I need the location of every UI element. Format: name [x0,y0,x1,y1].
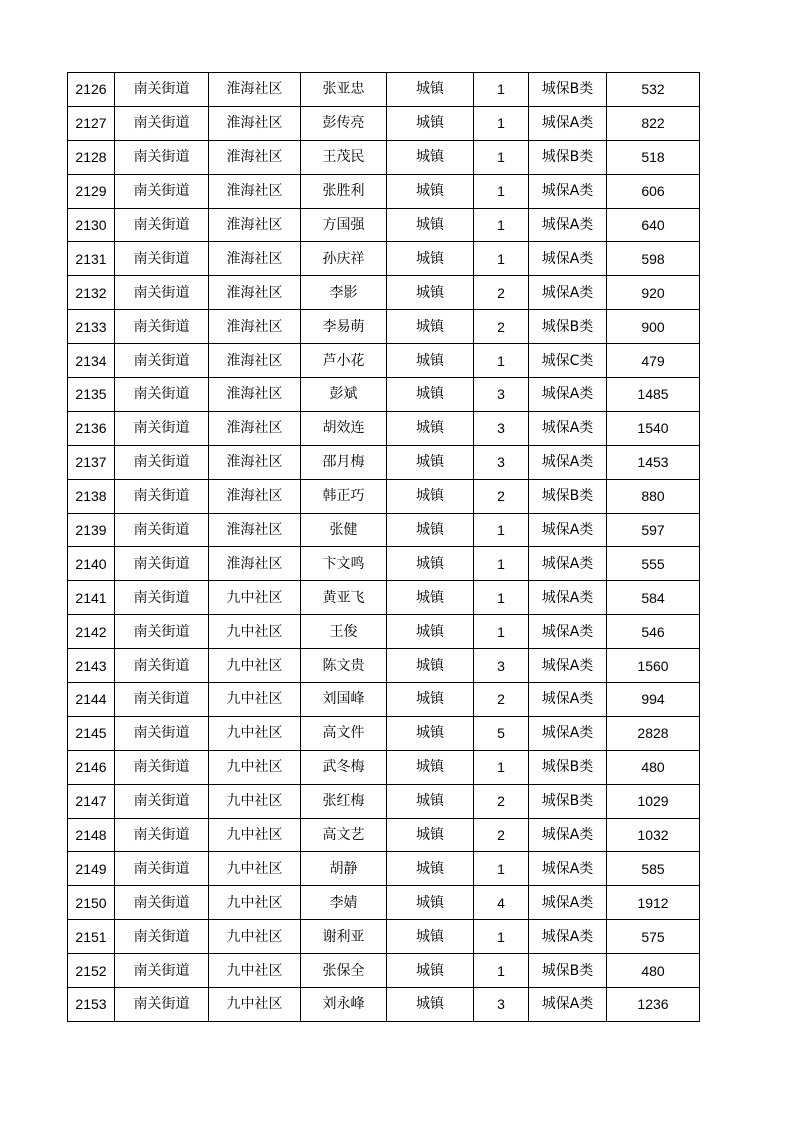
amount-cell: 518 [607,140,700,174]
household-size-cell: 4 [474,886,529,920]
street-cell: 南关街道 [115,683,209,717]
household-type-cell: 城镇 [387,479,474,513]
name-cell: 高文件 [301,716,387,750]
row-number-cell: 2126 [68,73,115,107]
name-cell: 孙庆祥 [301,242,387,276]
community-cell: 淮海社区 [209,513,301,547]
table-row [68,615,700,649]
roster-table [67,72,700,1022]
table-row [68,73,700,107]
table-row [68,140,700,174]
street-cell: 南关街道 [115,920,209,954]
table-row [68,513,700,547]
community-cell: 九中社区 [209,886,301,920]
community-cell: 淮海社区 [209,479,301,513]
household-type-cell: 城镇 [387,750,474,784]
street-cell: 南关街道 [115,988,209,1022]
community-cell: 九中社区 [209,581,301,615]
household-size-cell: 1 [474,954,529,988]
community-cell: 九中社区 [209,649,301,683]
table-row [68,920,700,954]
household-type-cell: 城镇 [387,208,474,242]
row-number-cell: 2150 [68,886,115,920]
row-number-cell: 2146 [68,750,115,784]
household-type-cell: 城镇 [387,615,474,649]
amount-cell: 2828 [607,716,700,750]
insurance-category-cell: 城保B类 [529,784,607,818]
insurance-category-cell: 城保A类 [529,716,607,750]
table-row [68,886,700,920]
street-cell: 南关街道 [115,276,209,310]
household-type-cell: 城镇 [387,547,474,581]
table-row [68,445,700,479]
amount-cell: 900 [607,310,700,344]
insurance-category-cell: 城保B类 [529,73,607,107]
household-size-cell: 2 [474,784,529,818]
name-cell: 芦小花 [301,344,387,378]
insurance-category-cell: 城保A类 [529,615,607,649]
name-cell: 胡效连 [301,411,387,445]
insurance-category-cell: 城保A类 [529,920,607,954]
household-type-cell: 城镇 [387,716,474,750]
street-cell: 南关街道 [115,310,209,344]
community-cell: 淮海社区 [209,73,301,107]
household-type-cell: 城镇 [387,852,474,886]
amount-cell: 1540 [607,411,700,445]
table-row [68,852,700,886]
table-row [68,174,700,208]
community-cell: 九中社区 [209,615,301,649]
community-cell: 淮海社区 [209,242,301,276]
community-cell: 九中社区 [209,818,301,852]
name-cell: 邵月梅 [301,445,387,479]
household-size-cell: 3 [474,649,529,683]
table-row [68,310,700,344]
row-number-cell: 2143 [68,649,115,683]
row-number-cell: 2145 [68,716,115,750]
street-cell: 南关街道 [115,649,209,683]
row-number-cell: 2128 [68,140,115,174]
row-number-cell: 2137 [68,445,115,479]
amount-cell: 606 [607,174,700,208]
insurance-category-cell: 城保B类 [529,750,607,784]
insurance-category-cell: 城保C类 [529,344,607,378]
amount-cell: 585 [607,852,700,886]
row-number-cell: 2132 [68,276,115,310]
table-row [68,649,700,683]
household-size-cell: 1 [474,920,529,954]
amount-cell: 880 [607,479,700,513]
row-number-cell: 2133 [68,310,115,344]
household-type-cell: 城镇 [387,411,474,445]
name-cell: 王茂民 [301,140,387,174]
insurance-category-cell: 城保A类 [529,411,607,445]
table-row [68,750,700,784]
row-number-cell: 2152 [68,954,115,988]
community-cell: 淮海社区 [209,378,301,412]
row-number-cell: 2148 [68,818,115,852]
name-cell: 韩正巧 [301,479,387,513]
community-cell: 淮海社区 [209,140,301,174]
household-size-cell: 1 [474,581,529,615]
row-number-cell: 2141 [68,581,115,615]
household-type-cell: 城镇 [387,954,474,988]
household-type-cell: 城镇 [387,106,474,140]
name-cell: 李易萌 [301,310,387,344]
amount-cell: 1453 [607,445,700,479]
table-row [68,344,700,378]
table-row [68,106,700,140]
community-cell: 九中社区 [209,784,301,818]
street-cell: 南关街道 [115,73,209,107]
name-cell: 胡静 [301,852,387,886]
household-size-cell: 2 [474,818,529,852]
row-number-cell: 2136 [68,411,115,445]
amount-cell: 532 [607,73,700,107]
street-cell: 南关街道 [115,445,209,479]
name-cell: 张亚忠 [301,73,387,107]
household-size-cell: 1 [474,140,529,174]
street-cell: 南关街道 [115,886,209,920]
amount-cell: 1912 [607,886,700,920]
household-type-cell: 城镇 [387,988,474,1022]
amount-cell: 1029 [607,784,700,818]
row-number-cell: 2144 [68,683,115,717]
row-number-cell: 2153 [68,988,115,1022]
street-cell: 南关街道 [115,615,209,649]
household-size-cell: 1 [474,852,529,886]
name-cell: 张保全 [301,954,387,988]
household-type-cell: 城镇 [387,276,474,310]
insurance-category-cell: 城保A类 [529,242,607,276]
street-cell: 南关街道 [115,106,209,140]
amount-cell: 584 [607,581,700,615]
amount-cell: 994 [607,683,700,717]
household-type-cell: 城镇 [387,378,474,412]
amount-cell: 546 [607,615,700,649]
row-number-cell: 2127 [68,106,115,140]
street-cell: 南关街道 [115,411,209,445]
row-number-cell: 2151 [68,920,115,954]
table-row [68,378,700,412]
household-size-cell: 1 [474,73,529,107]
community-cell: 九中社区 [209,716,301,750]
household-type-cell: 城镇 [387,886,474,920]
street-cell: 南关街道 [115,378,209,412]
street-cell: 南关街道 [115,716,209,750]
name-cell: 李影 [301,276,387,310]
community-cell: 淮海社区 [209,174,301,208]
household-size-cell: 1 [474,174,529,208]
name-cell: 方国强 [301,208,387,242]
community-cell: 九中社区 [209,988,301,1022]
name-cell: 王俊 [301,615,387,649]
street-cell: 南关街道 [115,513,209,547]
row-number-cell: 2149 [68,852,115,886]
amount-cell: 555 [607,547,700,581]
street-cell: 南关街道 [115,818,209,852]
community-cell: 淮海社区 [209,310,301,344]
insurance-category-cell: 城保A类 [529,513,607,547]
community-cell: 淮海社区 [209,445,301,479]
household-size-cell: 3 [474,378,529,412]
insurance-category-cell: 城保B类 [529,479,607,513]
row-number-cell: 2130 [68,208,115,242]
table-row [68,954,700,988]
street-cell: 南关街道 [115,750,209,784]
insurance-category-cell: 城保B类 [529,954,607,988]
household-type-cell: 城镇 [387,920,474,954]
household-size-cell: 2 [474,683,529,717]
street-cell: 南关街道 [115,242,209,276]
household-type-cell: 城镇 [387,581,474,615]
household-size-cell: 1 [474,344,529,378]
household-type-cell: 城镇 [387,445,474,479]
row-number-cell: 2134 [68,344,115,378]
household-size-cell: 1 [474,208,529,242]
household-type-cell: 城镇 [387,140,474,174]
community-cell: 淮海社区 [209,411,301,445]
table-row [68,716,700,750]
row-number-cell: 2142 [68,615,115,649]
roster-body [68,73,700,1022]
name-cell: 高文艺 [301,818,387,852]
street-cell: 南关街道 [115,784,209,818]
row-number-cell: 2135 [68,378,115,412]
household-type-cell: 城镇 [387,174,474,208]
community-cell: 九中社区 [209,920,301,954]
insurance-category-cell: 城保B类 [529,140,607,174]
table-row [68,683,700,717]
insurance-category-cell: 城保A类 [529,445,607,479]
name-cell: 武冬梅 [301,750,387,784]
insurance-category-cell: 城保A类 [529,649,607,683]
table-row [68,208,700,242]
household-type-cell: 城镇 [387,242,474,276]
table-row [68,411,700,445]
household-size-cell: 1 [474,547,529,581]
household-size-cell: 2 [474,310,529,344]
community-cell: 九中社区 [209,683,301,717]
insurance-category-cell: 城保A类 [529,886,607,920]
row-number-cell: 2138 [68,479,115,513]
household-size-cell: 1 [474,513,529,547]
insurance-category-cell: 城保A类 [529,106,607,140]
amount-cell: 597 [607,513,700,547]
amount-cell: 1560 [607,649,700,683]
amount-cell: 1236 [607,988,700,1022]
insurance-category-cell: 城保A类 [529,852,607,886]
insurance-category-cell: 城保A类 [529,378,607,412]
row-number-cell: 2140 [68,547,115,581]
household-type-cell: 城镇 [387,310,474,344]
name-cell: 彭传亮 [301,106,387,140]
household-size-cell: 2 [474,479,529,513]
household-size-cell: 3 [474,445,529,479]
household-size-cell: 1 [474,242,529,276]
household-size-cell: 3 [474,988,529,1022]
amount-cell: 1485 [607,378,700,412]
insurance-category-cell: 城保A类 [529,818,607,852]
community-cell: 淮海社区 [209,106,301,140]
amount-cell: 822 [607,106,700,140]
name-cell: 张红梅 [301,784,387,818]
household-type-cell: 城镇 [387,683,474,717]
amount-cell: 480 [607,954,700,988]
household-size-cell: 5 [474,716,529,750]
amount-cell: 480 [607,750,700,784]
table-row [68,818,700,852]
name-cell: 陈文贵 [301,649,387,683]
household-type-cell: 城镇 [387,818,474,852]
insurance-category-cell: 城保A类 [529,174,607,208]
insurance-category-cell: 城保A类 [529,276,607,310]
name-cell: 卞文鸣 [301,547,387,581]
amount-cell: 598 [607,242,700,276]
community-cell: 淮海社区 [209,547,301,581]
name-cell: 刘国峰 [301,683,387,717]
household-type-cell: 城镇 [387,513,474,547]
insurance-category-cell: 城保A类 [529,988,607,1022]
street-cell: 南关街道 [115,344,209,378]
insurance-category-cell: 城保A类 [529,683,607,717]
community-cell: 九中社区 [209,954,301,988]
street-cell: 南关街道 [115,174,209,208]
insurance-category-cell: 城保A类 [529,581,607,615]
name-cell: 张健 [301,513,387,547]
street-cell: 南关街道 [115,954,209,988]
row-number-cell: 2139 [68,513,115,547]
household-size-cell: 2 [474,276,529,310]
name-cell: 谢利亚 [301,920,387,954]
name-cell: 张胜利 [301,174,387,208]
table-row [68,784,700,818]
row-number-cell: 2129 [68,174,115,208]
amount-cell: 575 [607,920,700,954]
household-type-cell: 城镇 [387,73,474,107]
street-cell: 南关街道 [115,581,209,615]
table-row [68,276,700,310]
street-cell: 南关街道 [115,140,209,174]
table-row [68,988,700,1022]
name-cell: 李婧 [301,886,387,920]
household-size-cell: 1 [474,750,529,784]
street-cell: 南关街道 [115,547,209,581]
street-cell: 南关街道 [115,479,209,513]
community-cell: 淮海社区 [209,276,301,310]
amount-cell: 640 [607,208,700,242]
name-cell: 黄亚飞 [301,581,387,615]
household-size-cell: 1 [474,106,529,140]
table-row [68,242,700,276]
community-cell: 九中社区 [209,852,301,886]
table-row [68,547,700,581]
name-cell: 刘永峰 [301,988,387,1022]
table-row [68,479,700,513]
household-type-cell: 城镇 [387,344,474,378]
community-cell: 九中社区 [209,750,301,784]
street-cell: 南关街道 [115,208,209,242]
row-number-cell: 2131 [68,242,115,276]
street-cell: 南关街道 [115,852,209,886]
insurance-category-cell: 城保A类 [529,208,607,242]
amount-cell: 1032 [607,818,700,852]
community-cell: 淮海社区 [209,208,301,242]
insurance-category-cell: 城保B类 [529,310,607,344]
table-row [68,581,700,615]
insurance-category-cell: 城保A类 [529,547,607,581]
household-size-cell: 3 [474,411,529,445]
household-type-cell: 城镇 [387,784,474,818]
row-number-cell: 2147 [68,784,115,818]
community-cell: 淮海社区 [209,344,301,378]
household-type-cell: 城镇 [387,649,474,683]
amount-cell: 479 [607,344,700,378]
name-cell: 彭斌 [301,378,387,412]
household-size-cell: 1 [474,615,529,649]
amount-cell: 920 [607,276,700,310]
